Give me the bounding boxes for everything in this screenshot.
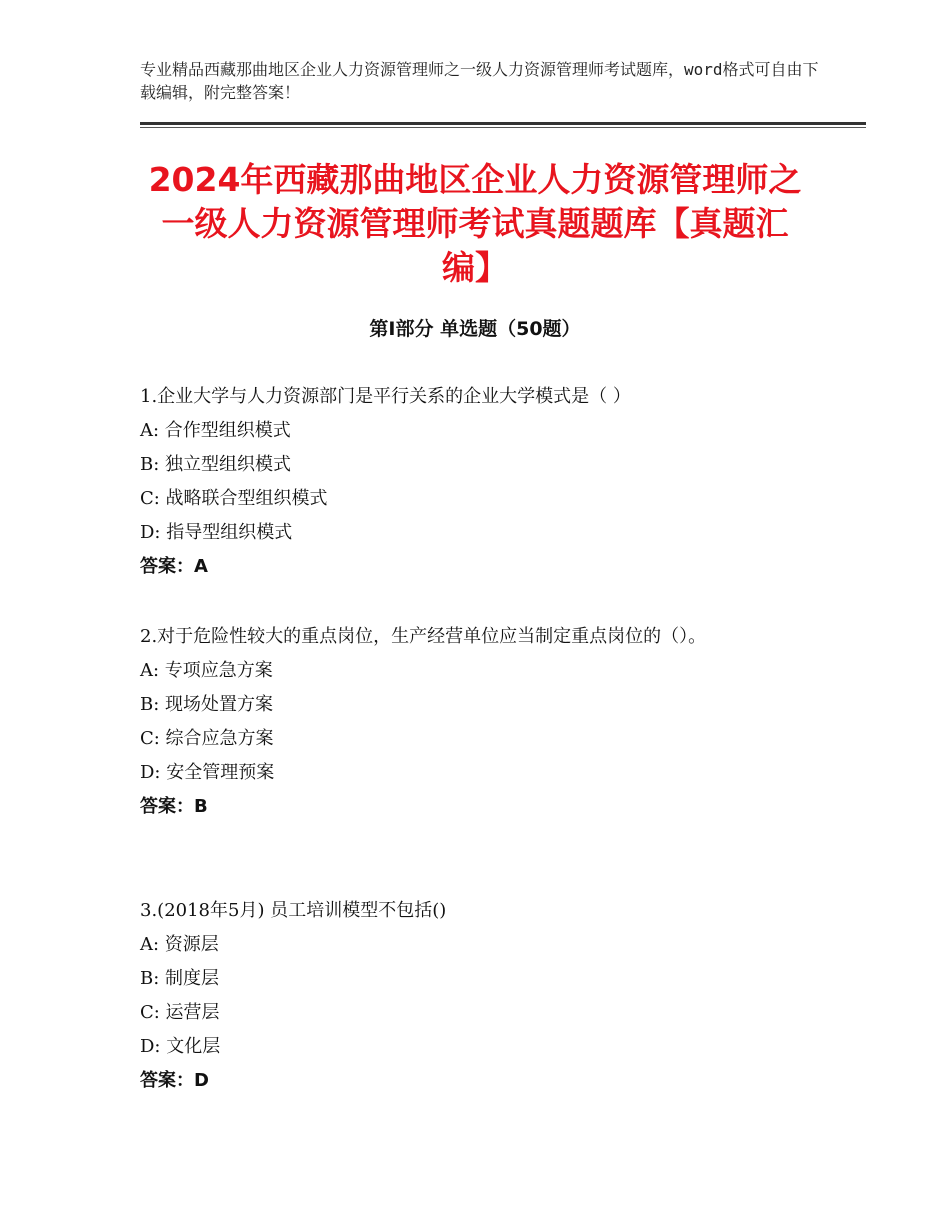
option-a: A: 资源层 [140,934,219,955]
option-c: C: 运营层 [140,1002,220,1023]
question-stem: 2.对于危险性较大的重点岗位，生产经营单位应当制定重点岗位的（）。 [140,626,707,647]
document-title: 2024年西藏那曲地区企业人力资源管理师之一级人力资源管理师考试真题题库【真题汇编】 [148,160,802,287]
option-d: D: 文化层 [140,1036,221,1057]
answer: 答案：B [140,796,208,817]
answer: 答案：D [140,1070,209,1091]
header-divider-thin [140,127,866,128]
question-stem: 1.企业大学与人力资源部门是平行关系的企业大学模式是（ ） [140,386,631,407]
option-b: B: 独立型组织模式 [140,454,292,475]
option-d: D: 安全管理预案 [140,762,275,783]
option-c: C: 战略联合型组织模式 [140,488,328,509]
option-a: A: 专项应急方案 [140,660,273,681]
option-b: B: 制度层 [140,968,220,989]
option-c: C: 综合应急方案 [140,728,274,749]
option-a: A: 合作型组织模式 [140,420,291,441]
option-b: B: 现场处置方案 [140,694,274,715]
answer: 答案：A [140,556,208,577]
question-stem: 3.(2018年5月) 员工培训模型不包括() [140,900,447,921]
section-title: 第Ⅰ部分 单选题（50题） [369,318,581,340]
header-note: 专业精品西藏那曲地区企业人力资源管理师之一级人力资源管理师考试题库，word格式可自由下载编辑，附完整答案！ [140,60,819,102]
option-d: D: 指导型组织模式 [140,522,293,543]
question-3 [140,894,800,1098]
question-1 [140,380,800,584]
question-2 [140,620,800,824]
header-divider-thick [140,122,866,125]
